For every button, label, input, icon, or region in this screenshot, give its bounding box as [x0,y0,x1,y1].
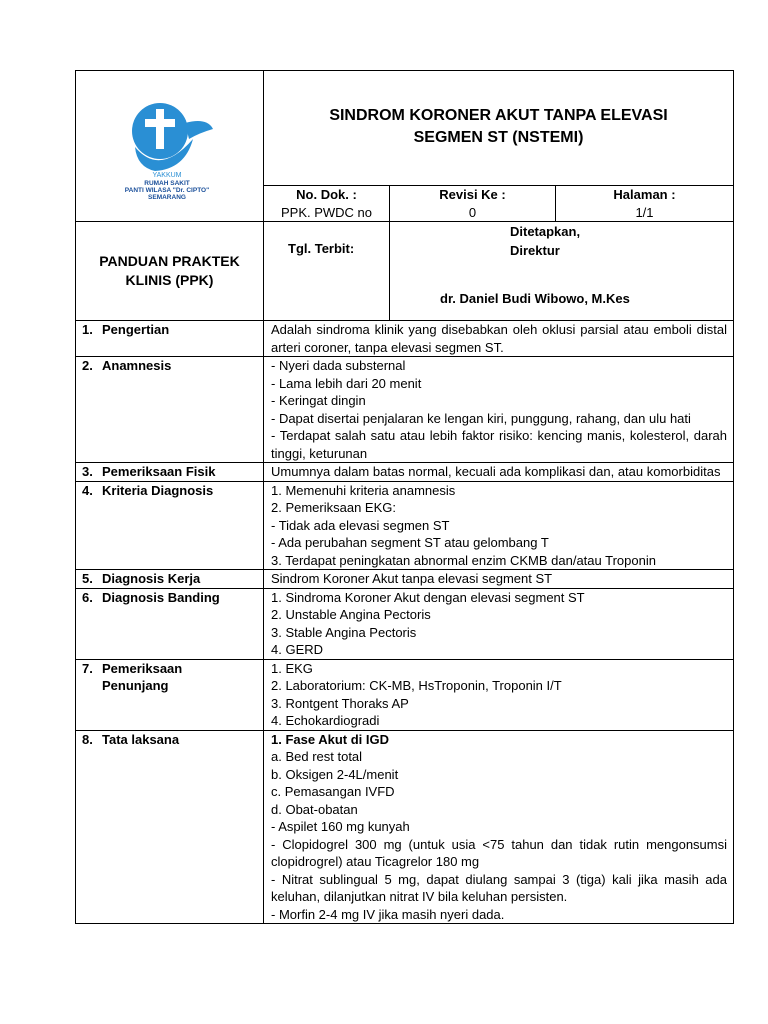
section-content: - Nyeri dada substernal - Lama lebih dari 20 menit - Keringat dingin - Dapat disertai penjalaran ke lengan kiri, punggung, rahang, dan ulu hati - Terdapat salah satu atau lebih faktor risiko: kencing manis, kolesterol, darah tinggi, keturunan [264,357,734,463]
section-label: 6. Diagnosis Banding [76,588,264,659]
nodok-value: PPK. PWDC no [280,204,373,220]
section-content: 1. EKG 2. Laboratorium: CK-MB, HsTroponin, Troponin I/T 3. Rontgent Thoraks AP 4. Echokardiogradi [264,659,734,730]
signer-name: dr. Daniel Budi Wibowo, M.Kes [440,291,630,306]
logo-org-small: YAKKUM [151,171,182,179]
tgl-terbit-cell [264,222,390,321]
halaman-cell [556,186,734,222]
section-content: 1. Memenuhi kriteria anamnesis 2. Pemeriksaan EKG: - Tidak ada elevasi segmen ST - Ada perubahan segment ST atau gelombang T 3. Terdapat peningkatan abnormal enzim CKMB dan/atau Troponin [264,481,734,570]
section-row [76,321,734,357]
section-row [76,730,734,924]
halaman-label: Halaman : [613,187,676,202]
halaman-value: 1/1 [635,204,654,220]
section-label: 5. Diagnosis Kerja [76,570,264,589]
hospital-logo-icon [115,89,225,199]
tgl-terbit-label: Tgl. Terbit: [288,241,355,256]
ditetapkan-cell [390,222,734,321]
section-row [76,659,734,730]
section-content: Sindrom Koroner Akut tanpa elevasi segment ST [264,570,734,589]
section-row [76,463,734,482]
revisi-value: 0 [468,204,477,220]
section-content: Adalah sindroma klinik yang disebabkan oleh oklusi parsial atau emboli distal arteri coroner, tanpa elevasi segmen ST. [264,321,734,357]
section-label: 4. Kriteria Diagnosis [76,481,264,570]
nodok-cell [264,186,390,222]
title-line1: SINDROM KORONER AKUT TANPA ELEVASI [329,107,668,124]
section-content: Umumnya dalam batas normal, kecuali ada komplikasi dan, atau komorbiditas [264,463,734,482]
revisi-cell [390,186,556,222]
title-line2: SEGMEN ST (NSTEMI) [413,129,584,146]
logo-org-line1: RUMAH SAKIT [143,179,190,187]
section-row [76,357,734,463]
section-label: 3. Pemeriksaan Fisik [76,463,264,482]
ditetapkan-label: Ditetapkan, [510,224,581,239]
ppk-label-line1: PANDUAN PRAKTEK [99,253,240,269]
section-label: 8. Tata laksana [76,730,264,924]
document-title [264,71,734,186]
section-label: 7. Pemeriksaan Penunjang [76,659,264,730]
logo-cell [76,71,264,222]
section-content: 1. Fase Akut di IGD a. Bed rest total b. Oksigen 2-4L/menit c. Pemasangan IVFD d. Obat-obatan - Aspilet 160 mg kunyah - Clopidogrel 300 mg (untuk usia <75 tahun dan tidak rutin mengonsumsi clopidrogrel) atau Ticagrelor 180 mg - Nitrat sublingual 5 mg, dapat diulang sampai 3 (tiga) kali jika masih ada keluhan, dilanjutkan nitrat IV bila keluhan persisten. - Morfin 2-4 mg IV jika masih nyeri dada. [264,730,734,924]
ppk-label-line2: KLINIS (PPK) [125,272,214,288]
section-label: 2. Anamnesis [76,357,264,463]
revisi-label: Revisi Ke : [439,187,506,202]
section-row [76,481,734,570]
logo-org-line2: PANTI WILASA "Dr. CIPTO" [124,186,209,194]
nodok-label: No. Dok. : [296,187,357,202]
document [75,70,733,924]
section-row [76,570,734,589]
section-content: 1. Sindroma Koroner Akut dengan elevasi segment ST 2. Unstable Angina Pectoris 3. Stable Angina Pectoris 4. GERD [264,588,734,659]
direktur-label: Direktur [510,243,560,258]
section-label: 1. Pengertian [76,321,264,357]
ppk-table [75,70,734,924]
logo-org-line3: SEMARANG [147,193,186,199]
section-row [76,588,734,659]
ppk-label-cell [76,222,264,321]
